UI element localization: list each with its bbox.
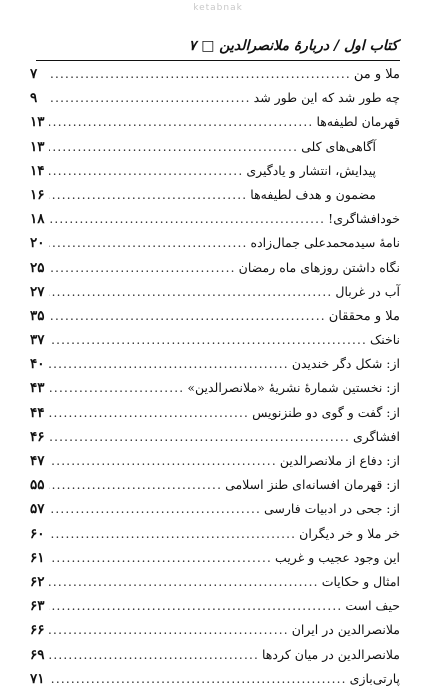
table-of-contents — [30, 62, 400, 691]
toc-entry-page: ۱۳ — [30, 138, 45, 155]
dot-leader — [49, 473, 222, 497]
toc-entry-title: مضمون و هدف لطیفه‌ها — [250, 186, 376, 202]
dot-leader — [49, 62, 351, 86]
toc-entry-page: ۲۷ — [30, 283, 45, 300]
toc-entry-title: ملا و من — [353, 67, 400, 82]
dot-leader — [49, 425, 350, 449]
toc-entry-title: خر ملا و خر دیگران — [299, 525, 400, 541]
toc-entry — [30, 159, 400, 183]
dot-leader — [49, 231, 248, 255]
toc-entry — [30, 135, 400, 159]
toc-entry — [30, 522, 400, 546]
toc-entry-title: از: قهرمان افسانه‌ای طنز اسلامی — [225, 477, 400, 493]
toc-entry — [30, 231, 400, 255]
toc-entry — [30, 546, 400, 570]
toc-entry — [30, 376, 400, 400]
toc-entry-title: از: جحی در ادبیات فارسی — [263, 501, 400, 517]
toc-entry-page: ۶۳ — [30, 598, 45, 615]
toc-entry — [30, 667, 400, 691]
toc-entry-page: ۹ — [30, 90, 38, 107]
dot-leader — [49, 667, 347, 691]
dot-leader — [49, 522, 296, 546]
dot-leader — [49, 256, 236, 280]
toc-entry-page: ۴۳ — [30, 380, 45, 397]
toc-entry-page: ۶۱ — [30, 549, 45, 566]
toc-entry — [30, 183, 400, 207]
dot-leader — [49, 352, 289, 376]
toc-entry — [30, 328, 400, 352]
toc-entry-title: امثال و حکایات — [321, 573, 400, 589]
toc-entry-page: ۵۵ — [30, 477, 45, 494]
toc-entry-title: حیف است — [345, 598, 400, 614]
toc-entry-page: ۵۷ — [30, 501, 45, 518]
toc-entry-title: از: گفت و گوی دو طنزنویس — [252, 404, 400, 420]
toc-entry — [30, 280, 400, 304]
toc-entry-title: از: شکل دگر خندیدن — [291, 356, 400, 372]
dot-leader — [49, 280, 332, 304]
toc-entry-title: نامهٔ سیدمحمدعلی جمال‌زاده — [250, 235, 400, 251]
toc-entry-page: ۶۲ — [30, 573, 45, 590]
toc-entry-page: ۳۵ — [30, 307, 45, 324]
toc-entry — [30, 62, 400, 86]
toc-entry-title: قهرمان لطیفه‌ها — [316, 114, 400, 130]
toc-entry — [30, 449, 400, 473]
toc-entry-title: چه طور شد که این طور شد — [253, 90, 400, 106]
toc-entry — [30, 86, 400, 110]
toc-entry-page: ۲۵ — [30, 259, 45, 276]
toc-entry-title: نگاه داشتن روزهای ماه رمضان — [238, 259, 400, 275]
header-rule — [36, 60, 400, 61]
dot-leader — [49, 86, 251, 110]
toc-entry-page: ۳۷ — [30, 332, 45, 349]
dot-leader — [49, 110, 313, 134]
toc-entry — [30, 594, 400, 618]
toc-entry-page: ۶۶ — [30, 622, 45, 639]
toc-entry-title: این وجود عجیب و غریب — [275, 549, 400, 565]
dot-leader — [49, 618, 289, 642]
page-header: کتاب اول / دربارهٔ ملانصرالدین □ ۷ — [188, 38, 398, 54]
toc-entry-page: ۴۰ — [30, 356, 45, 373]
toc-entry-page: ۱۴ — [30, 162, 45, 179]
dot-leader — [49, 304, 326, 328]
toc-entry-title: خودافشاگری! — [328, 211, 400, 227]
toc-entry — [30, 110, 400, 134]
toc-entry-title: ملا و محققان — [328, 308, 400, 324]
toc-entry — [30, 256, 400, 280]
watermark: ketabnak — [193, 3, 243, 13]
toc-entry-page: ۷۱ — [30, 670, 45, 687]
toc-entry-title: ملانصرالدین در ایران — [291, 622, 400, 638]
toc-entry-page: ۱۸ — [30, 211, 45, 228]
dot-leader — [49, 594, 342, 618]
dot-leader — [49, 570, 319, 594]
dot-leader — [49, 328, 367, 352]
toc-entry — [30, 401, 400, 425]
toc-entry — [30, 570, 400, 594]
toc-entry — [30, 473, 400, 497]
dot-leader — [49, 207, 325, 231]
toc-entry-title: ملانصرالدین در میان کردها — [261, 646, 400, 662]
toc-entry-title: از: دفاع از ملانصرالدین — [279, 453, 400, 468]
toc-entry-page: ۲۰ — [30, 235, 45, 252]
toc-entry — [30, 643, 400, 667]
toc-entry-title: پارتی‌بازی — [349, 670, 400, 686]
toc-entry-page: ۶۹ — [30, 646, 45, 663]
toc-entry-page: ۷ — [30, 66, 38, 82]
dot-leader — [49, 643, 259, 667]
dot-leader — [49, 497, 261, 521]
dot-leader — [49, 183, 247, 207]
toc-entry-title: آب در غربال — [335, 283, 400, 299]
toc-entry-title: ناخنک — [370, 332, 400, 348]
dot-leader — [49, 135, 298, 159]
dot-leader — [49, 401, 249, 425]
toc-entry — [30, 304, 400, 328]
dot-leader — [49, 376, 184, 400]
toc-entry — [30, 425, 400, 449]
toc-entry-title: افشاگری — [352, 428, 400, 444]
toc-entry — [30, 352, 400, 376]
toc-entry-page: ۱۶ — [30, 186, 45, 203]
dot-leader — [49, 159, 243, 183]
toc-entry-page: ۶۰ — [30, 525, 45, 542]
toc-entry-page: ۴۶ — [30, 428, 45, 445]
toc-entry-page: ۴۴ — [30, 404, 45, 421]
dot-leader — [49, 449, 277, 473]
toc-entry-title: آگاهی‌های کلی — [301, 138, 376, 154]
toc-entry-title: از: نخستین شمارهٔ نشریهٔ «ملانصرالدین» — [187, 380, 400, 396]
toc-entry-page: ۱۳ — [30, 114, 45, 131]
dot-leader — [49, 546, 272, 570]
toc-entry — [30, 497, 400, 521]
toc-entry — [30, 207, 400, 231]
toc-entry — [30, 618, 400, 642]
toc-entry-title: پیدایش، انتشار و یادگیری — [246, 162, 376, 178]
toc-entry-page: ۴۷ — [30, 453, 45, 469]
